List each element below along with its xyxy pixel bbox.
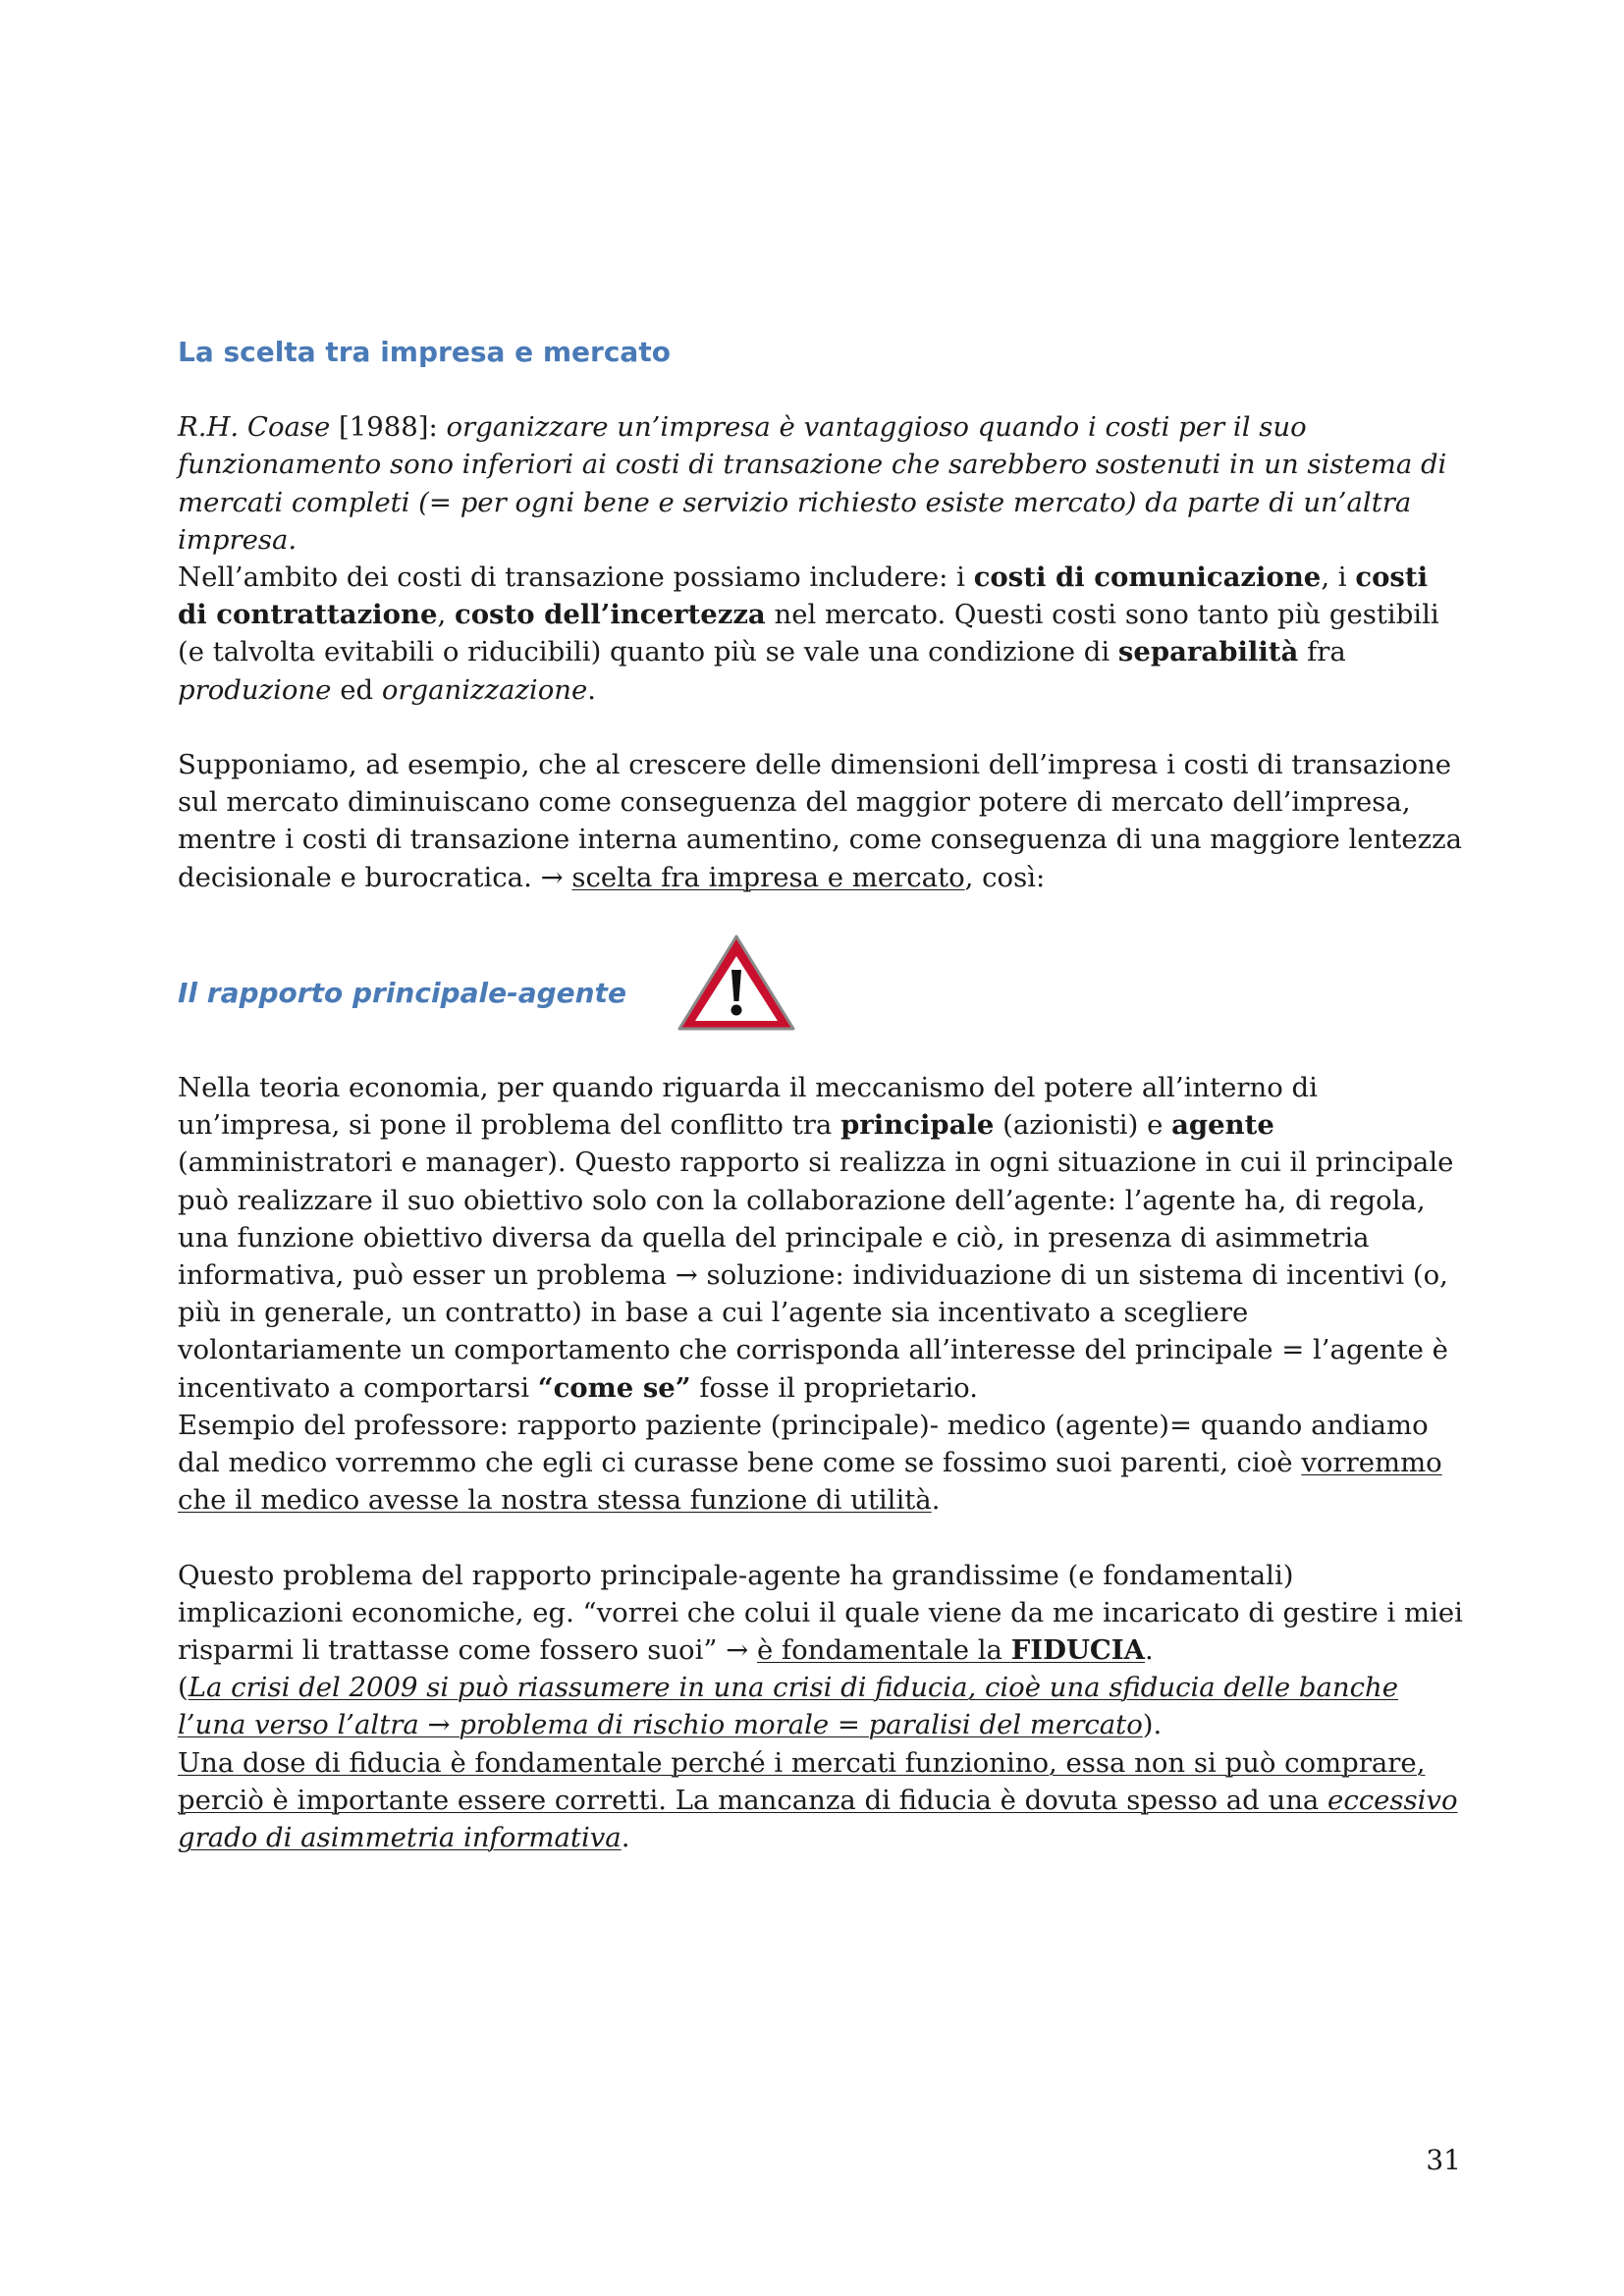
warning-icon — [676, 933, 797, 1033]
trust-paragraph: Una dose di fiducia è fondamentale perché i mercati funzionino, essa non si può comprare, perciò è importante essere corretti. La mancanza di fiducia è dovuta spesso ad una eccessivo grado di asimmetria informativa. — [178, 1746, 1458, 1854]
fiducia-paragraph: Questo problema del rapporto principale-agente ha grandissime (e fondamentali) implicazioni economiche, eg. “vorrei che colui il quale viene da me incaricato di gestire i miei risparmi li trattasse come fossero suoi” → è fondamentale la FIDUCIA. — [178, 1559, 1463, 1667]
example-paragraph: Supponiamo, ad esempio, che al crescere delle dimensioni dell’impresa i costi di transazione sul mercato diminuiscano come conseguenza del maggior potere di mercato dell’impresa, mentre i costi di transazione interna aumentino, come conseguenza di una maggiore lentezza decisionale e burocratica. → scelta fra impresa e mercato, così: — [178, 749, 1462, 893]
arrow-right-icon: → — [427, 1709, 451, 1741]
arrow-right-icon: → — [726, 1634, 749, 1667]
crisis-paragraph: (La crisi del 2009 si può riassumere in una crisi di fiducia, cioè una sfiducia delle banche l’una verso l’altra → problema di rischio morale = paralisi del mercato). — [178, 1672, 1398, 1741]
section-header-principale — [178, 934, 1466, 1032]
transaction-costs-paragraph: Nell’ambito dei costi di transazione possiamo includere: i costi di comunicazione, i costi di contrattazione, costo dell’incertezza nel mercato. Questi costi sono tanto più gestibili (e talvolta evitabili o riducibili) quanto più se vale una condizione di separabilità fra produzione ed organizzazione. — [178, 561, 1439, 706]
section-heading-scelta: La scelta tra impresa e mercato — [178, 336, 671, 368]
arrow-right-icon: → — [675, 1259, 698, 1292]
arrow-right-icon: → — [540, 861, 564, 893]
principale-agente-paragraph: Nella teoria economia, per quando riguarda il meccanismo del potere all’interno di un’impresa, si pone il problema del conflitto tra principale (azionisti) e agente (amministratori e manager). Questo rapporto si realizza in ogni situazione in cui il principale può realizzare il suo obiettivo solo con la collaborazione dell’agente: l’agente ha, di regola, una funzione obiettivo diversa da quella del principale e ciò, in presenza di asimmetria informativa, può esser un problema → soluzione: individuazione di un sistema di incentivi (o, più in generale, un contratto) in base a cui l’agente sia incentivato a scegliere volontariamente un comportamento che corrisponda all’interesse del principale = l’agente è incentivato a comportarsi “come se” fosse il proprietario. — [178, 1072, 1454, 1404]
page-content — [178, 334, 1466, 1856]
professor-example-paragraph: Esempio del professore: rapporto paziente (principale)- medico (agente)= quando andiamo dal medico vorremmo che egli ci curasse bene come se fossimo suoi parenti, cioè vorremmo che il medico avesse la nostra stessa funzione di utilità. — [178, 1409, 1442, 1517]
coase-paragraph: R.H. Coase [1988]: organizzare un’impresa è vantaggioso quando i costi per il suo funzionamento sono inferiori ai costi di transazione che sarebbero sostenuti in un sistema di mercati completi (= per ogni bene e servizio richiesto esiste mercato) da parte di un’altra impresa. — [178, 411, 1447, 556]
page-number: 31 — [1426, 2144, 1461, 2176]
section-heading-principale: Il rapporto principale-agente — [178, 976, 626, 1009]
